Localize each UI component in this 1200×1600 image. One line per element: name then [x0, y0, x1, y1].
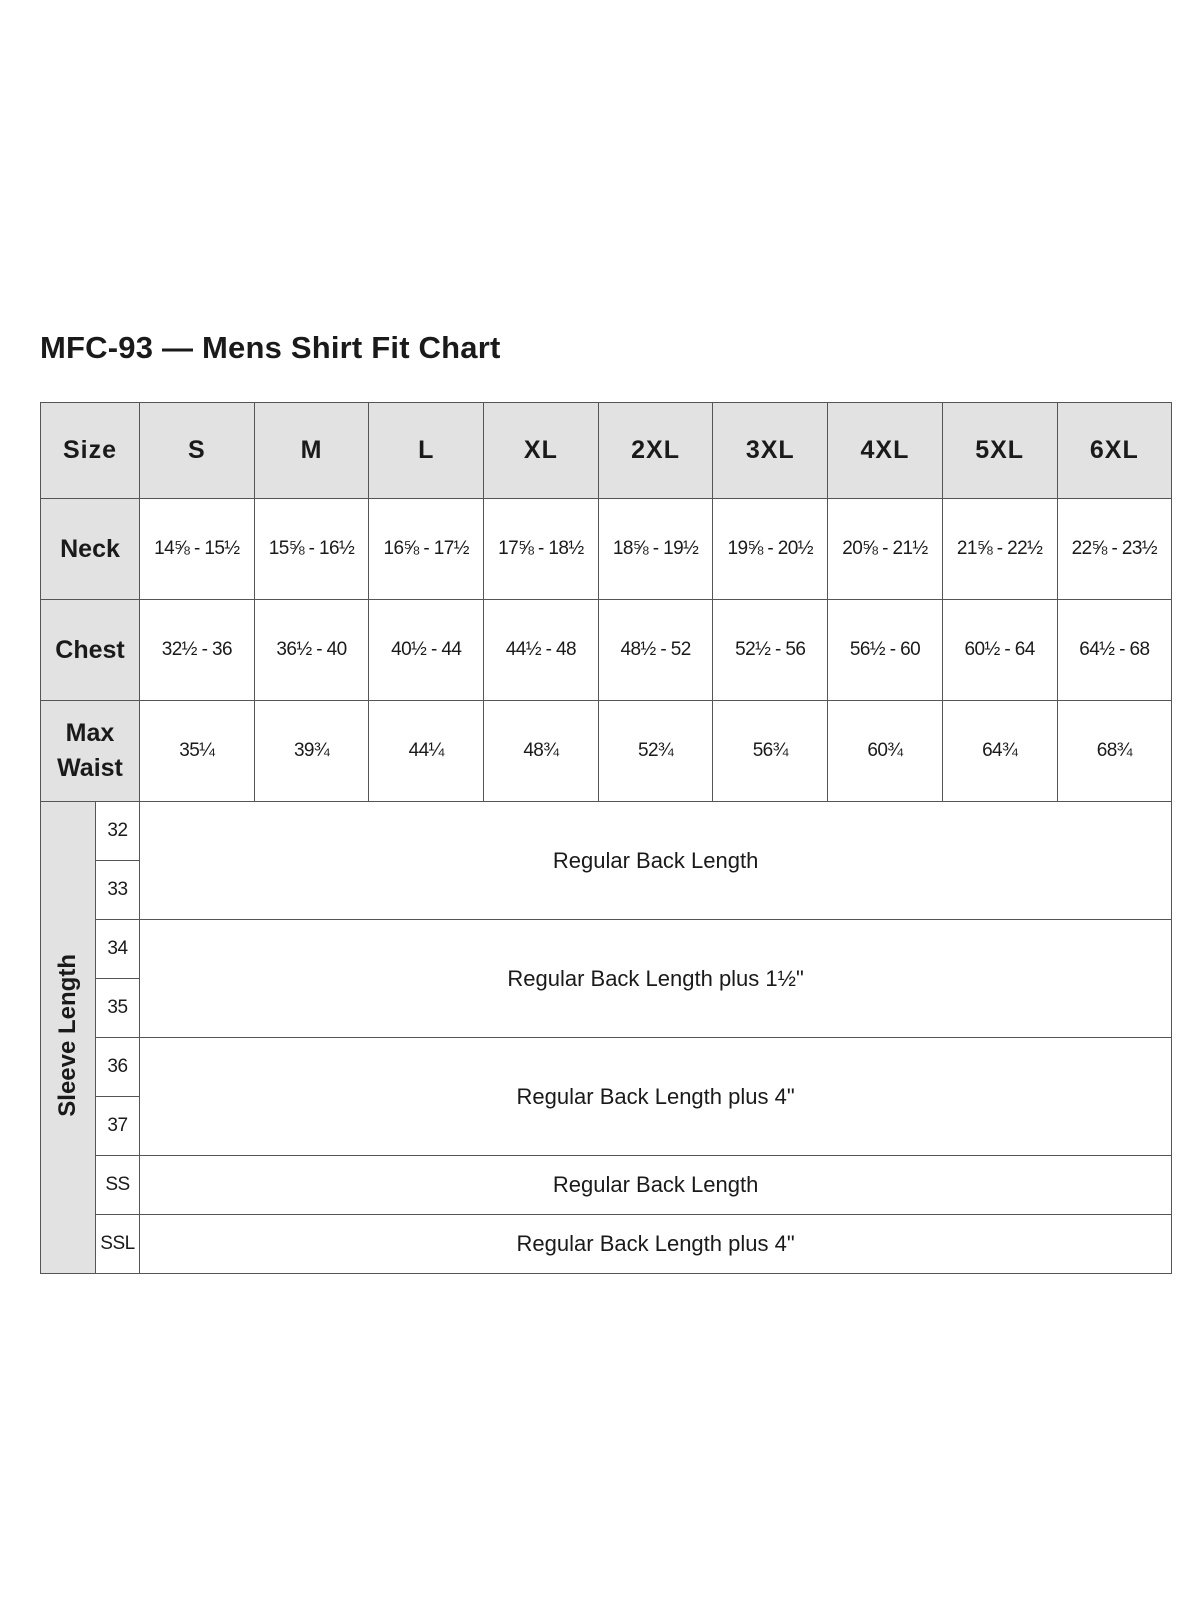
- neck-cell: [484, 499, 599, 600]
- cell-value: 44¼: [408, 740, 444, 761]
- cell-value: 32½ - 36: [161, 639, 232, 660]
- sleeve-value: 34: [107, 938, 128, 959]
- chest-row: [41, 600, 1172, 701]
- cell-value: 48¾: [523, 740, 559, 761]
- cell-value: 60¾: [867, 740, 903, 761]
- sleeve-value: SSL: [100, 1233, 135, 1254]
- sleeve-row: [41, 920, 1172, 979]
- waist-cell: [1057, 701, 1172, 802]
- cell-value: 44½ - 48: [505, 639, 576, 660]
- chest-cell: [828, 600, 943, 701]
- cell-value: 15⅝ - 16½: [268, 538, 355, 559]
- neck-cell: [828, 499, 943, 600]
- max-waist-label: [41, 701, 140, 802]
- cell-value: 17⅝ - 18½: [498, 538, 584, 559]
- size-header: M: [254, 403, 369, 499]
- sleeve-value: SS: [105, 1174, 130, 1195]
- sleeve-label-text: Sleeve Length: [54, 953, 81, 1117]
- waist-cell: [598, 701, 713, 802]
- neck-cell: [140, 499, 255, 600]
- neck-row: [41, 499, 1172, 600]
- size-header: 3XL: [713, 403, 828, 499]
- size-label: Size: [41, 403, 140, 499]
- size-header: S: [140, 403, 255, 499]
- cell-value: 36½ - 40: [276, 639, 347, 660]
- chest-cell: [942, 600, 1057, 701]
- cell-value: 22⅝ - 23½: [1071, 538, 1158, 559]
- chest-cell: [140, 600, 255, 701]
- waist-cell: [713, 701, 828, 802]
- waist-cell: [140, 701, 255, 802]
- chest-label: Chest: [41, 600, 140, 701]
- back-length-note: [140, 802, 1172, 920]
- cell-value: 56¾: [752, 740, 788, 761]
- cell-value: 19⅝ - 20½: [727, 538, 813, 559]
- chest-cell: [713, 600, 828, 701]
- size-header: 2XL: [598, 403, 713, 499]
- fit-chart-table: [40, 402, 1172, 1274]
- back-length-note: [140, 1215, 1172, 1274]
- size-header: 4XL: [828, 403, 943, 499]
- waist-cell: [254, 701, 369, 802]
- neck-cell: [254, 499, 369, 600]
- size-header: XL: [484, 403, 599, 499]
- neck-label: Neck: [41, 499, 140, 600]
- neck-cell: [598, 499, 713, 600]
- cell-value: 48½ - 52: [620, 639, 691, 660]
- waist-cell: [484, 701, 599, 802]
- cell-value: 20⅝ - 21½: [842, 538, 928, 559]
- label-line: Max: [65, 719, 115, 747]
- back-length-note: [140, 1156, 1172, 1215]
- back-length-note: [140, 920, 1172, 1038]
- sleeve-length: [96, 1156, 140, 1215]
- neck-cell: [713, 499, 828, 600]
- sleeve-row: [41, 802, 1172, 861]
- back-length-note: [140, 1038, 1172, 1156]
- sleeve-row: [41, 1156, 1172, 1215]
- sleeve-length: [96, 920, 140, 979]
- max-waist-row: [41, 701, 1172, 802]
- cell-value: 52¾: [638, 740, 674, 761]
- cell-value: 56½ - 60: [849, 639, 921, 660]
- sleeve-value: 32: [107, 820, 128, 841]
- chest-cell: [484, 600, 599, 701]
- sleeve-row: [41, 1038, 1172, 1097]
- cell-value: 68¾: [1096, 740, 1132, 761]
- sleeve-length: [96, 861, 140, 920]
- label-line: Waist: [57, 754, 123, 782]
- chest-cell: [254, 600, 369, 701]
- cell-value: 35¼: [179, 740, 215, 761]
- note-text: Regular Back Length: [552, 1172, 759, 1197]
- cell-value: 21⅝ - 22½: [956, 538, 1043, 559]
- size-header-row: [41, 403, 1172, 499]
- sleeve-length: [96, 1038, 140, 1097]
- cell-value: 16⅝ - 17½: [383, 538, 469, 559]
- sleeve-value: 37: [107, 1115, 128, 1136]
- sleeve-length: [96, 979, 140, 1038]
- page-title: MFC-93 — Mens Shirt Fit Chart: [40, 330, 501, 365]
- note-text: Regular Back Length plus 4": [516, 1231, 795, 1256]
- waist-cell: [942, 701, 1057, 802]
- sleeve-row: [41, 1215, 1172, 1274]
- cell-value: 60½ - 64: [964, 639, 1035, 660]
- size-header: 5XL: [942, 403, 1057, 499]
- sleeve-length: [96, 1097, 140, 1156]
- waist-cell: [369, 701, 484, 802]
- cell-value: 14⅝ - 15½: [154, 538, 240, 559]
- cell-value: 18⅝ - 19½: [612, 538, 699, 559]
- cell-value: 52½ - 56: [735, 639, 806, 660]
- cell-value: 64½ - 68: [1079, 639, 1150, 660]
- chest-cell: [1057, 600, 1172, 701]
- note-text: Regular Back Length: [552, 847, 759, 873]
- sleeve-value: 33: [107, 879, 128, 900]
- sleeve-length: [96, 802, 140, 861]
- size-header: 6XL: [1057, 403, 1172, 499]
- size-header: L: [369, 403, 484, 499]
- waist-cell: [828, 701, 943, 802]
- neck-cell: [942, 499, 1057, 600]
- note-text: Regular Back Length plus 1½": [507, 965, 804, 991]
- sleeve-value: 36: [107, 1056, 128, 1077]
- sleeve-value: 35: [107, 997, 128, 1018]
- sleeve-length: [96, 1215, 140, 1274]
- cell-value: 64¾: [982, 740, 1018, 761]
- cell-value: 40½ - 44: [391, 639, 462, 660]
- cell-value: 39¾: [293, 740, 330, 761]
- chest-cell: [369, 600, 484, 701]
- note-text: Regular Back Length plus 4": [516, 1083, 795, 1109]
- chest-cell: [598, 600, 713, 701]
- neck-cell: [369, 499, 484, 600]
- sleeve-length-label: [41, 802, 96, 1274]
- neck-cell: [1057, 499, 1172, 600]
